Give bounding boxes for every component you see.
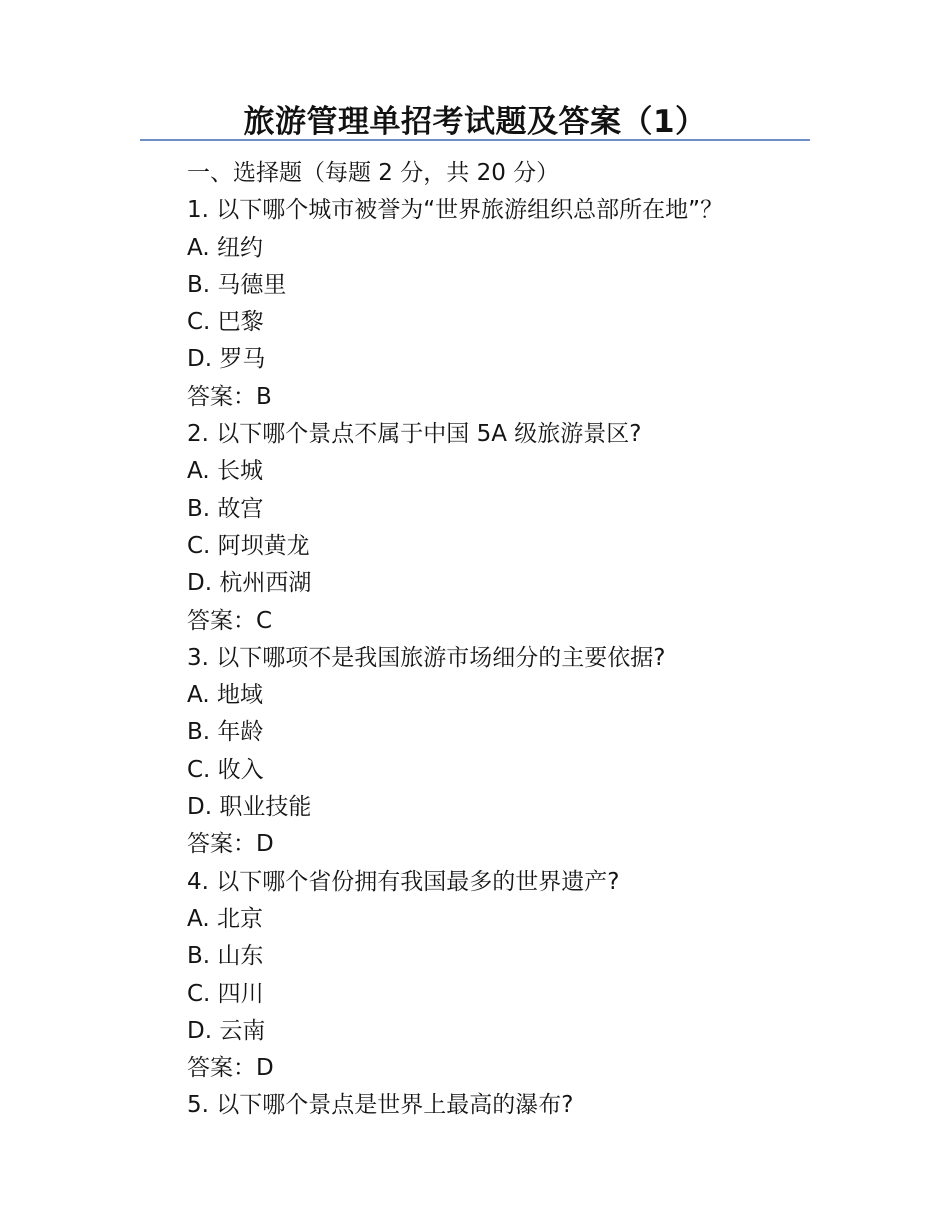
option-d: D. 罗马 bbox=[187, 346, 266, 373]
option-b: B. 故宫 bbox=[187, 495, 264, 522]
question-4 bbox=[187, 864, 827, 1088]
option-a: A. 长城 bbox=[187, 458, 263, 485]
option-d: D. 云南 bbox=[187, 1017, 266, 1044]
option-c: C. 收入 bbox=[187, 756, 264, 783]
answer-line: 答案：D bbox=[187, 1055, 274, 1082]
option-a: A. 北京 bbox=[187, 905, 263, 932]
question-text: 2. 以下哪个景点不属于中国 5A 级旅游景区? bbox=[187, 421, 642, 448]
option-c: C. 巴黎 bbox=[187, 309, 264, 336]
option-c: C. 四川 bbox=[187, 980, 264, 1007]
question-2 bbox=[187, 416, 827, 640]
question-5 bbox=[187, 1087, 827, 1124]
option-a: A. 纽约 bbox=[187, 234, 263, 261]
document-title: 旅游管理单招考试题及答案（1） bbox=[243, 104, 707, 140]
option-a: A. 地域 bbox=[187, 682, 263, 709]
question-text: 5. 以下哪个景点是世界上最高的瀑布? bbox=[187, 1092, 574, 1119]
answer-line: 答案：D bbox=[187, 831, 274, 858]
section-heading: 一、选择题（每题 2 分，共 20 分） bbox=[187, 160, 560, 186]
document-body bbox=[187, 155, 827, 1125]
option-d: D. 杭州西湖 bbox=[187, 570, 312, 597]
option-d: D. 职业技能 bbox=[187, 794, 312, 821]
answer-line: 答案：C bbox=[187, 607, 273, 634]
title-underline bbox=[140, 139, 810, 141]
answer-line: 答案：B bbox=[187, 383, 272, 410]
question-text: 1. 以下哪个城市被誉为“世界旅游组织总部所在地”？ bbox=[187, 197, 724, 224]
option-b: B. 马德里 bbox=[187, 271, 287, 298]
question-1 bbox=[187, 192, 827, 416]
question-text: 3. 以下哪项不是我国旅游市场细分的主要依据? bbox=[187, 644, 666, 671]
option-b: B. 山东 bbox=[187, 943, 264, 970]
option-b: B. 年龄 bbox=[187, 719, 264, 746]
question-text: 4. 以下哪个省份拥有我国最多的世界遗产? bbox=[187, 868, 620, 895]
option-c: C. 阿坝黄龙 bbox=[187, 532, 310, 559]
question-3 bbox=[187, 640, 827, 864]
